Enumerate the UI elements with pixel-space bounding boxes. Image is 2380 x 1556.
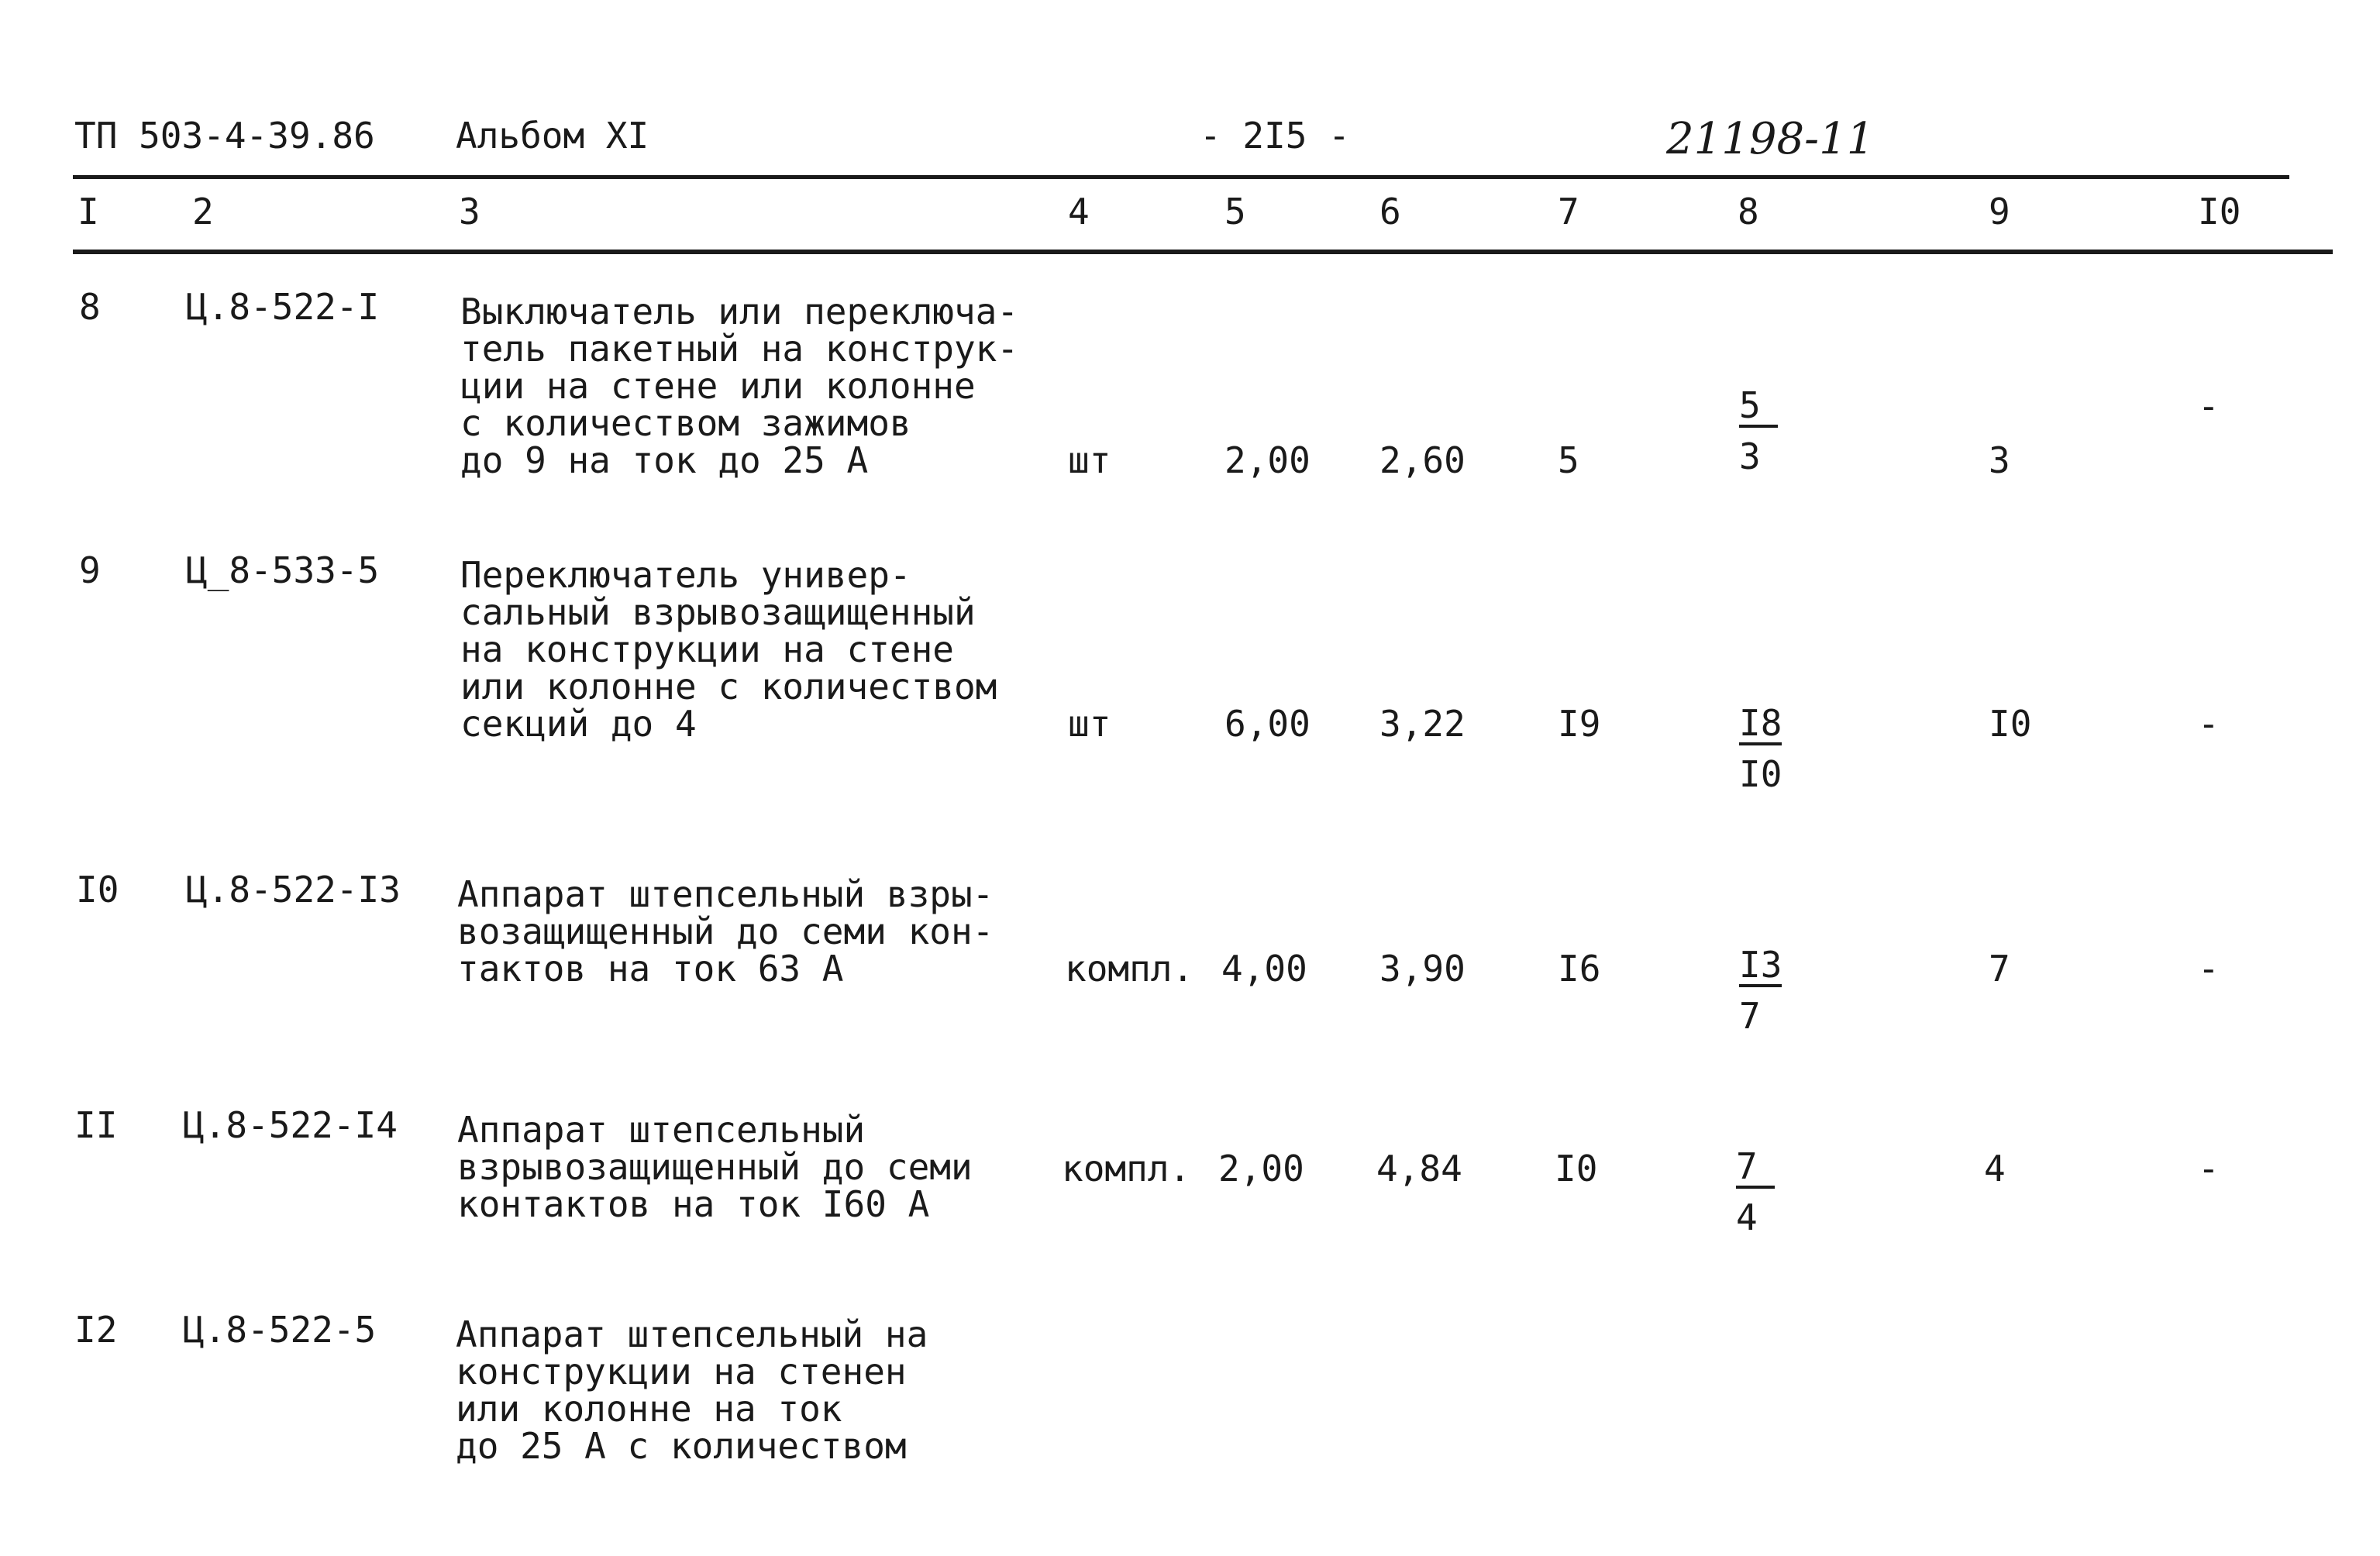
unit: шт	[1068, 703, 1111, 745]
column-header-6: 6	[1379, 191, 1401, 232]
item-description: Аппарат штепсельный на конструкции на стенен или колонне на ток до 25 А с количеством	[456, 1313, 928, 1467]
column-header-10: I0	[2198, 191, 2241, 232]
value-col5: 6,00	[1224, 703, 1311, 745]
row-number: II	[74, 1104, 118, 1146]
price-code: Ц.8-522-I4	[183, 1104, 398, 1146]
value-col9: I0	[1989, 703, 2032, 745]
value-col6: 3,22	[1379, 703, 1466, 745]
value-col6: 3,90	[1379, 948, 1466, 990]
row-number: I0	[76, 869, 119, 911]
value-col5: 2,00	[1224, 439, 1311, 481]
header-rule-top	[73, 175, 2289, 179]
item-description: Переключатель универ- сальный взрывозащищенный на конструкции на стене или колонне с количеством секций до 4	[460, 554, 997, 745]
row-number: I2	[74, 1309, 118, 1351]
column-header-5: 5	[1224, 191, 1246, 232]
price-code: Ц.8-522-5	[183, 1309, 377, 1351]
fraction-col8: $\frac{5}{3}$	[1739, 387, 1778, 474]
unit: шт	[1068, 439, 1111, 481]
value-col7: I9	[1558, 703, 1601, 745]
doc-code: ТП 503-4-39.86	[74, 115, 375, 157]
value-col7: 5	[1558, 439, 1579, 481]
value-col10: -	[2198, 703, 2220, 745]
column-header-7: 7	[1558, 191, 1579, 232]
unit: компл.	[1065, 948, 1194, 990]
fraction-col8: $\frac{I3}{7}$	[1739, 944, 1782, 1037]
column-header-1: I	[77, 191, 99, 232]
column-header-4: 4	[1068, 191, 1090, 232]
column-header-9: 9	[1989, 191, 2010, 232]
value-col9: 4	[1984, 1148, 2006, 1189]
column-header-8: 8	[1738, 191, 1759, 232]
value-col9: 3	[1989, 439, 2010, 481]
price-code: Ц.8-522-I	[186, 286, 380, 328]
row-number: 8	[79, 286, 101, 328]
handwritten-number: 21198-11	[1666, 114, 1875, 164]
column-header-2: 2	[192, 191, 214, 232]
value-col10: -	[2198, 948, 2220, 990]
value-col6: 2,60	[1379, 439, 1466, 481]
value-col5: 2,00	[1218, 1148, 1304, 1189]
fraction-col8: $\frac{I8}{I0}$	[1739, 702, 1782, 795]
item-description: Аппарат штепсельный взры- возащищенный до семи кон- тактов на ток 63 А	[457, 873, 994, 990]
row-number: 9	[79, 549, 101, 591]
value-col9: 7	[1989, 948, 2010, 990]
album-label: Альбом XI	[456, 115, 649, 157]
header-rule-bottom	[73, 250, 2333, 254]
value-col10: -	[2198, 385, 2220, 427]
price-code: Ц_8-533-5	[186, 549, 380, 591]
value-col7: I6	[1558, 948, 1601, 990]
fraction-col8: $\frac{7}{4}$	[1736, 1148, 1775, 1235]
unit: компл.	[1062, 1148, 1191, 1189]
page-number: - 2I5 -	[1200, 115, 1350, 157]
value-col10: -	[2198, 1148, 2220, 1189]
value-col6: 4,84	[1376, 1148, 1462, 1189]
column-header-3: 3	[459, 191, 480, 232]
item-description: Выключатель или переключа- тель пакетный на конструк- ции на стене или колонне с количеством зажимов до 9 на ток до 25 А	[460, 291, 1019, 481]
price-code: Ц.8-522-I3	[186, 869, 401, 911]
item-description: Аппарат штепсельный взрывозащищенный до семи контактов на ток I60 А	[457, 1109, 973, 1225]
value-col7: I0	[1555, 1148, 1598, 1189]
value-col5: 4,00	[1221, 948, 1307, 990]
